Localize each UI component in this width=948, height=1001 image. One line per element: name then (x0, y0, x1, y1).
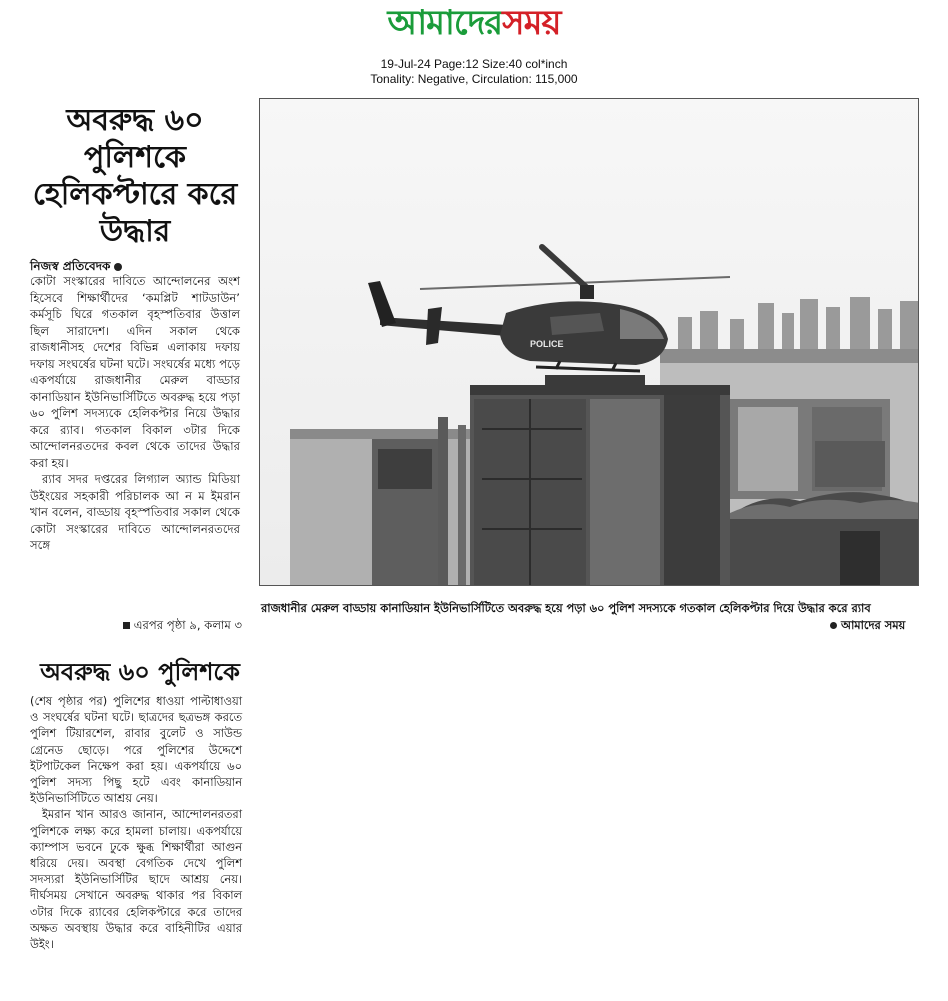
helicopter-rescue-photo (260, 99, 919, 586)
bullet-icon (114, 263, 122, 271)
article-paragraph: র‌্যাব সদর দপ্তরের লিগ্যাল অ্যান্ড মিডিয়া উইংয়ের সহকারী পরিচালক আ ন ম ইমরান খান বলেন, বাড্ডায় বৃহস্পতিবার সকাল থেকে কোটা সংস্কারের দাবিতে আন্দোলনরতদের সঙ্গে (30, 472, 240, 552)
newspaper-logo: আমাদেরসময় (387, 3, 561, 43)
article-paragraph: কোটা সংস্কারের দাবিতে আন্দোলনের অংশ হিসেবে শিক্ষার্থীদের ‘কমপ্লিট শাটডাউন’ কর্মসূচি ঘিরে গতকাল বৃহস্পতিবার উত্তাল ছিল সারাদেশ। এদিন সকাল থেকে রাজধানীসহ দেশের বিভিন্ন এলাকায় দফায় দফায় সংঘর্ষের ঘটনা ঘটে। সংঘর্ষের মধ্যে পড়ে একপর্যায়ে রাজধানীর মেরুল বাড্ডার কানাডিয়ান ইউনিভার্সিটিতে অবরুদ্ধ হয়ে পড়া ৬০ পুলিশ সদস্যকে হেলিকপ্টার নিয়ে উদ্ধার করে র‌্যাব। গতকাল বিকাল ৩টার দিকে আন্দোলনরতদের কবল থেকে তাদের উদ্ধার করা হয়। (30, 274, 240, 470)
article-paragraph: ইমরান খান আরও জানান, আন্দোলনরতরা পুলিশকে লক্ষ্য করে হামলা চালায়। একপর্যায়ে ক্যাম্পাস ভবনে ঢুকে ক্ষুব্ধ শিক্ষার্থীরা আগুন ধরিয়ে দেয়। অবস্থা বেগতিক দেখে পুলিশ সদস্যরা ইউনিভার্সিটির ছাদে আশ্রয় নেয়। দীর্ঘসময় সেখানে অবরুদ্ধ থাকার পর বিকাল ৩টার দিকে র‌্যাবের হেলিকপ্টারে করে তাদের অক্ষত অবস্থায় উদ্ধার করে বাহিনীটির এয়ার উইং। (30, 807, 242, 952)
masthead (0, 0, 948, 46)
clipping-meta-line1: 19-Jul-24 Page:12 Size:40 col*inch (380, 57, 568, 71)
clipping-meta-line2: Tonality: Negative, Circulation: 115,000 (370, 72, 578, 86)
photo-caption: রাজধানীর মেরুল বাড্ডায় কানাডিয়ান ইউনিভার্সিটিতে অবরুদ্ধ হয়ে পড়া ৬০ পুলিশ সদস্যকে গতকাল হেলিকপ্টার দিয়ে উদ্ধার করে র‌্যাব (261, 601, 871, 615)
bullet-icon (830, 622, 837, 629)
news-photo (259, 98, 919, 586)
article-paragraph: (শেষ পৃষ্ঠার পর) পুলিশের ধাওয়া পাল্টাধাওয়া ও সংঘর্ষের ঘটনা ঘটে। ছাত্রদের ছত্রভঙ্গ করতে পুলিশ টিয়ারশেল, রাবার বুলেট ও সাউন্ড গ্রেনেড ছোড়ে। পরে পুলিশের উদ্দেশে ইটপাটকেল নিক্ষেপ করা হয়। একপর্যায়ে ৬০ পুলিশ সদস্য পিছু হটে এবং কানাডিয়ান ইউনিভার্সিটিতে আশ্রয় নেয়। (30, 694, 242, 806)
photo-credit: আমাদের সময় (830, 617, 905, 636)
article-body (30, 273, 240, 554)
square-bullet-icon (123, 622, 130, 629)
article-headline: অবরুদ্ধ ৬০ পুলিশকে হেলিকপ্টারে করে উদ্ধার (32, 103, 238, 249)
continued-jump: এরপর পৃষ্ঠা ৯, কলাম ৩ (30, 618, 242, 633)
byline: নিজস্ব প্রতিবেদক (30, 258, 122, 278)
continuation-body (30, 693, 242, 952)
helicopter-marking: POLICE (530, 339, 564, 349)
continuation-headline: অবরুদ্ধ ৬০ পুলিশকে (40, 657, 240, 686)
